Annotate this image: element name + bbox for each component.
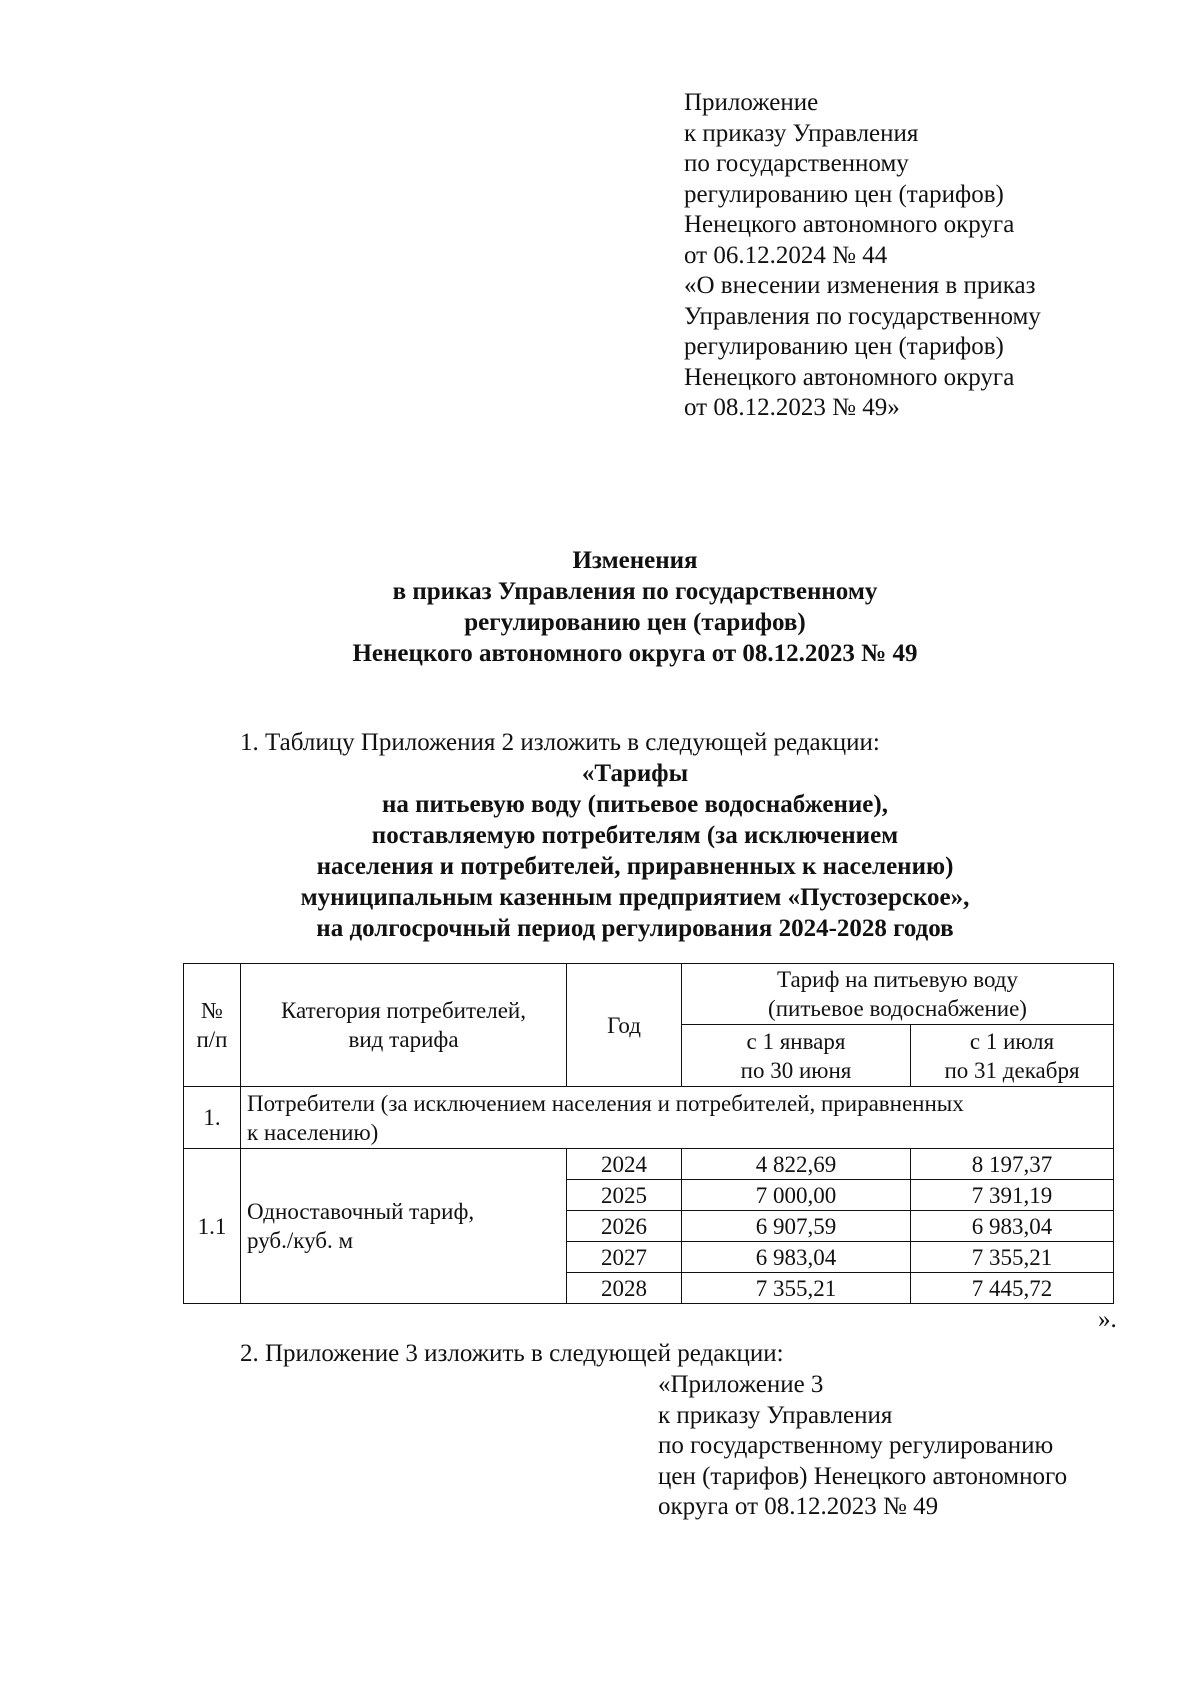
appendix-header-line: Ненецкого автономного округа [684,211,1015,238]
title-line: Изменения [572,547,698,574]
title-line: регулированию цен (тарифов) [464,609,806,636]
title-line: Ненецкого автономного округа от 08.12.2023 № 49 [352,640,918,667]
appendix-header-line: Ненецкого автономного округа [684,363,1015,391]
tariff-h1-cell: 4 822,69 [682,1149,911,1180]
paragraph-2: 2. Приложение 3 изложить в следующей редакции: [240,1340,784,1367]
appendix3-header [658,1370,1158,1523]
year-cell: 2024 [567,1149,682,1180]
header-tariff-group: Тариф на питьевую воду (питьевое водоснабжение) [682,964,1114,1025]
appendix-header-line: Приложение [684,89,819,116]
section-num: 1. [184,1087,241,1149]
header-category: Категория потребителей, вид тарифа [241,964,567,1087]
tariff-h1-cell: 7 355,21 [682,1273,911,1304]
header-num: № п/п [184,964,241,1087]
tariff-title-line: на питьевую воду (питьевое водоснабжение), [382,791,888,818]
tariff-h2-cell: 8 197,37 [911,1149,1114,1180]
tariff-h1-cell: 7 000,00 [682,1180,911,1211]
appendix3-header-line: цен (тарифов) Ненецкого автономного [658,1462,1068,1490]
table-row [184,1149,1114,1180]
appendix-header-line: регулированию цен (тарифов) [684,180,1004,208]
tariff-title-line: на долгосрочный период регулирования 2024-2028 годов [316,915,954,942]
item-category: Одноставочный тариф, руб./куб. м [241,1149,567,1304]
tariff-h2-cell: 7 391,19 [911,1180,1114,1211]
appendix3-header-line: округа от 08.12.2023 № 49 [658,1493,939,1520]
appendix-header-line: Управления по государственному [684,302,1041,330]
tariff-h2-cell: 6 983,04 [911,1211,1114,1242]
appendix-header-line: по государственному [684,150,909,177]
header-year: Год [567,964,682,1087]
header-period-2: с 1 июля по 31 декабря [911,1025,1114,1087]
document-title [150,545,1120,669]
tariff-title [150,758,1120,944]
paragraph-1: 1. Таблицу Приложения 2 изложить в следующей редакции: [240,729,880,756]
appendix-header-line: к приказу Управления [684,119,919,147]
appendix3-header-line: к приказу Управления [658,1401,893,1429]
section-text: Потребители (за исключением населения и потребителей, приравненных к населению) [241,1087,1114,1149]
item-num: 1.1 [184,1149,241,1304]
section-row [184,1087,1114,1149]
tariff-title-line: муниципальным казенным предприятием «Пустозерское», [300,884,970,911]
tariff-table [183,963,1114,1304]
appendix3-header-line: по государственному регулированию [658,1432,1054,1459]
appendix-header-line: «О внесении изменения в приказ [684,272,1036,299]
tariff-h1-cell: 6 983,04 [682,1242,911,1273]
tariff-h1-cell: 6 907,59 [682,1211,911,1242]
year-cell: 2027 [567,1242,682,1273]
appendix3-header-line: «Приложение 3 [658,1371,824,1398]
tariff-h2-cell: 7 445,72 [911,1273,1114,1304]
table-header-row [184,964,1114,1025]
closing-quote: ». [1098,1306,1117,1333]
tariff-title-line: поставляемую потребителям (за исключением [371,822,899,849]
year-cell: 2025 [567,1180,682,1211]
header-period-1: с 1 января по 30 июня [682,1025,911,1087]
appendix-header [684,88,1154,424]
title-line: в приказ Управления по государственному [392,578,878,605]
tariff-h2-cell: 7 355,21 [911,1242,1114,1273]
appendix-header-line: регулированию цен (тарифов) [684,333,1004,360]
tariff-title-line: «Тарифы [581,760,689,787]
appendix-header-line: от 06.12.2024 № 44 [684,241,888,269]
appendix-header-line: от 08.12.2023 № 49» [684,394,900,421]
year-cell: 2028 [567,1273,682,1304]
tariff-title-line: населения и потребителей, приравненных к населению) [316,853,954,880]
year-cell: 2026 [567,1211,682,1242]
